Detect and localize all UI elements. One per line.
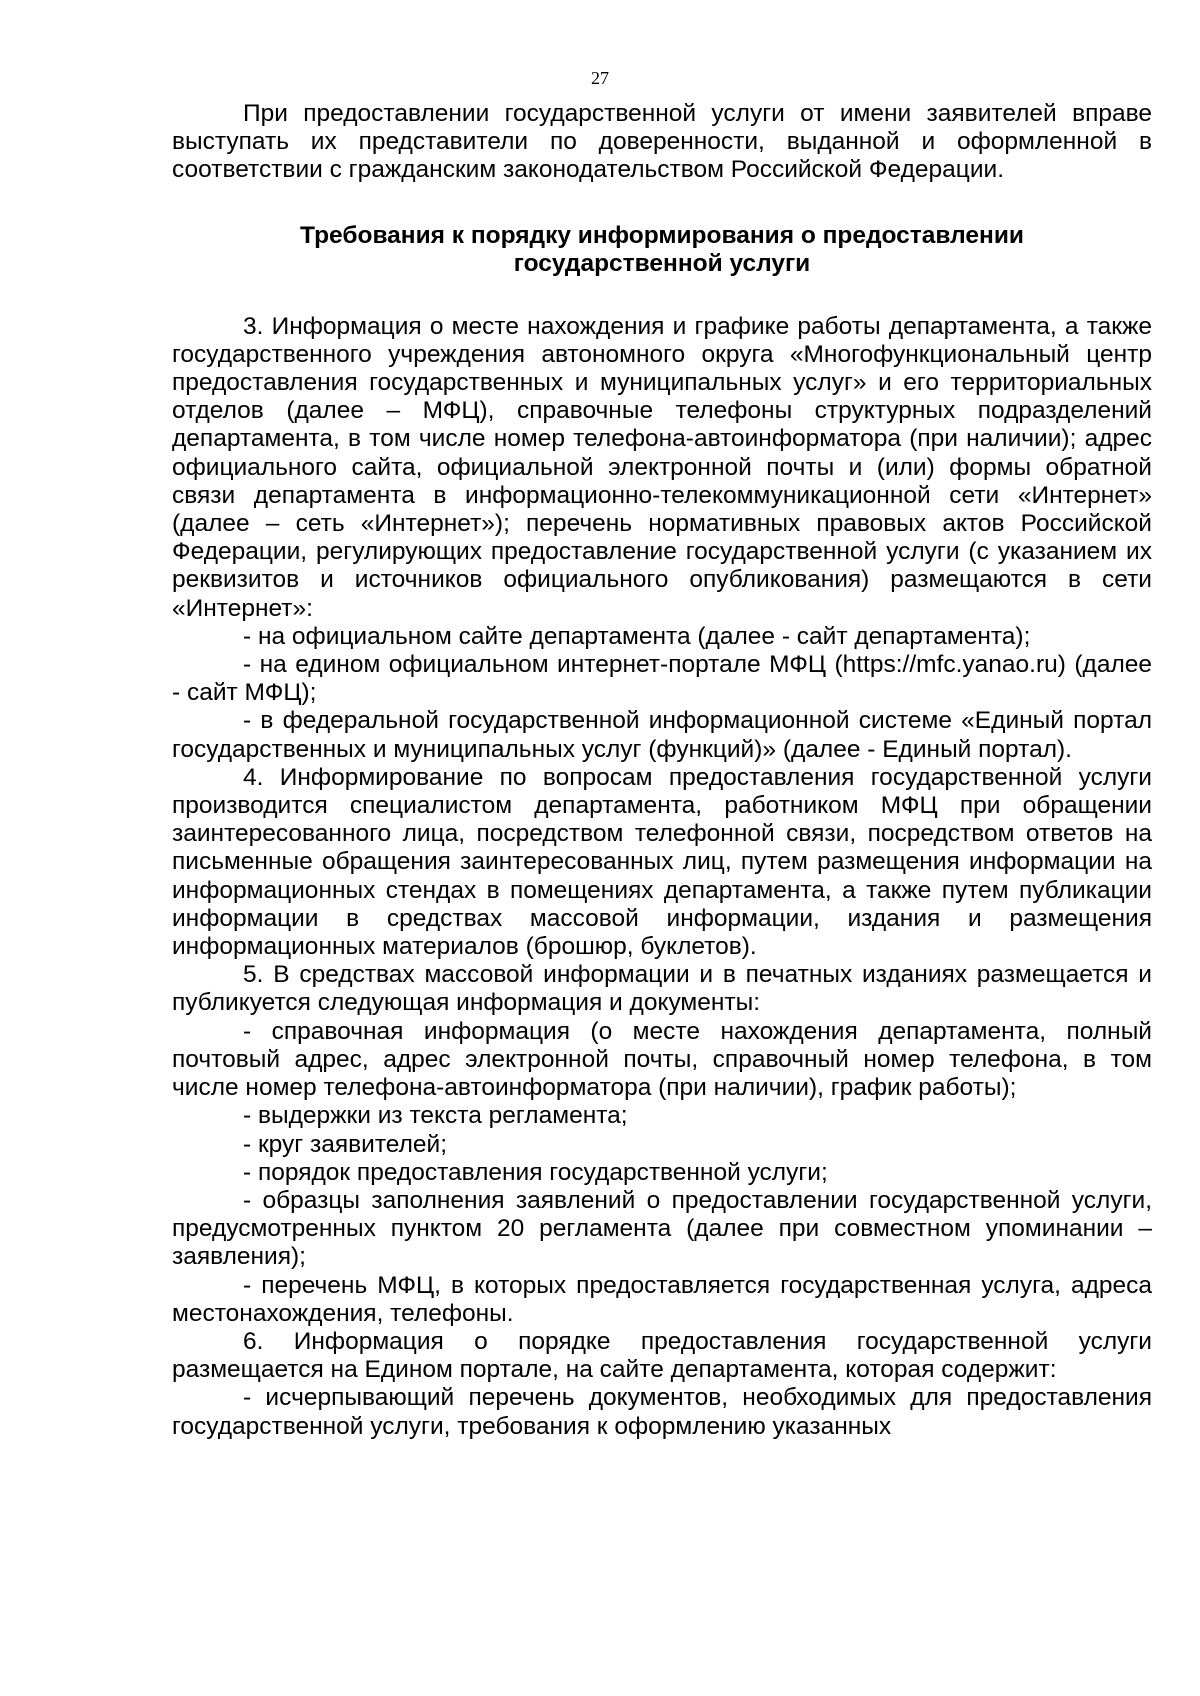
list-item-regulation-excerpts: - выдержки из текста регламента; [243, 1102, 628, 1130]
list-item-unified-portal: - в федеральной государственной информационной системе «Единый портал государственных и муниципальных услуг (функций)» (далее - Единый портал). [172, 707, 1152, 763]
paragraph-3: 3. Информация о месте нахождения и графике работы департамента, а также государственного учреждения автономного округа «Многофункциональный центр предоставления государственных и муниципальных услуг» и его территориальных отделов (далее – МФЦ), справочные телефоны структурных подразделений департамента, в том числе номер телефона-автоинформатора (при наличии); адрес официального сайта, официальной электронной почты и (или) формы обратной связи департамента в информационно-телекоммуникационной сети «Интернет» (далее – сеть «Интернет»); перечень нормативных правовых актов Российской Федерации, регулирующих предоставление государственной услуги (с указанием их реквизитов и источников официального опубликования) размещаются в сети «Интернет»: [172, 312, 1152, 622]
paragraph-5: 5. В средствах массовой информации и в печатных изданиях размещается и публикуется следующая информация и документы: [172, 961, 1152, 1017]
paragraph-4: 4. Информирование по вопросам предоставления государственной услуги производится специалистом департамента, работником МФЦ при обращении заинтересованного лица, посредством телефонной связи, посредством ответов на письменные обращения заинтересованных лиц, путем размещения информации на информационных стендах в помещениях департамента, а также путем публикации информации в средствах массовой информации, издания и размещения информационных материалов (брошюр, буклетов). [172, 763, 1152, 961]
list-item-mfc-portal: - на едином официальном интернет-портале МФЦ (https://mfc.yanao.ru) (далее - сайт МФЦ); [172, 651, 1152, 707]
page-number: 27 [591, 68, 609, 88]
list-item-documents: - исчерпывающий перечень документов, необходимых для предоставления государственной услуги, требования к оформлению указанных [172, 1384, 1152, 1440]
list-item-applicants: - круг заявителей; [243, 1130, 448, 1158]
list-item-reference-info: - справочная информация (о месте нахождения департамента, полный почтовый адрес, адрес электронной почты, справочный номер телефона, в том числе номер телефона-автоинформатора (при наличии), график работы); [172, 1017, 1152, 1102]
paragraph-intro: При предоставлении государственной услуги от имени заявителей вправе выступать их представители по доверенности, выданной и оформленной в соответствии с гражданским законодательством Российской Федерации. [172, 100, 1152, 184]
list-item-official-site: - на официальном сайте департамента (далее - сайт департамента); [243, 622, 1031, 650]
list-item-application-samples: - образцы заполнения заявлений о предоставлении государственной услуги, предусмотренных пунктом 20 регламента (далее при совместном упоминании – заявления); [172, 1186, 1152, 1271]
list-item-procedure: - порядок предоставления государственной услуги; [243, 1158, 828, 1186]
document-body [172, 100, 1152, 1441]
paragraph-6: 6. Информация о порядке предоставления государственной услуги размещается на Едином портале, на сайте департамента, которая содержит: [172, 1327, 1152, 1384]
section-heading: Требования к порядку информирования о предоставлении государственной услуги [300, 221, 1024, 278]
list-item-mfc-list: - перечень МФЦ, в которых предоставляется государственная услуга, адреса местонахождения, телефоны. [172, 1271, 1152, 1327]
